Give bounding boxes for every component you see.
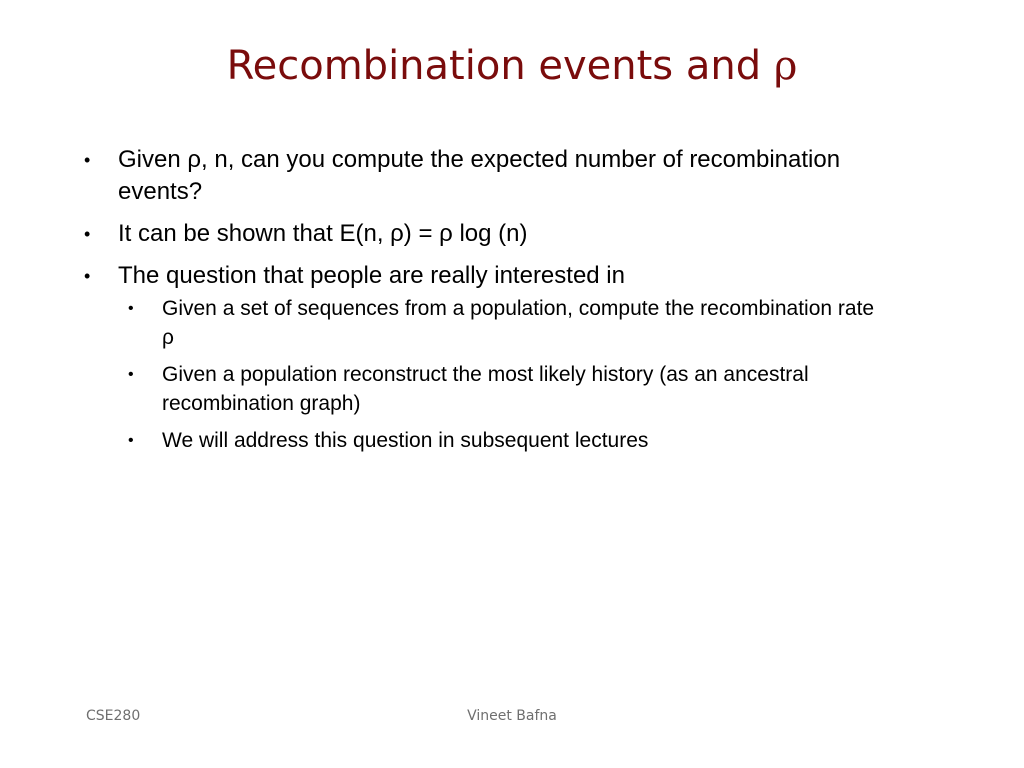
bullet-text: It can be shown that E(n, ρ) = ρ log (n) (118, 220, 528, 247)
sub-bullet-item (118, 360, 876, 418)
slide-title-text: Recombination events and (226, 43, 774, 89)
bullet-list (76, 144, 876, 465)
sub-bullet-text: We will address this question in subsequent lectures (162, 429, 649, 452)
sub-bullet-list (118, 294, 876, 455)
bullet-dot: • (84, 266, 91, 286)
bullet-text: The question that people are really interested in (118, 262, 625, 289)
bullet-dot: • (84, 150, 91, 170)
footer-course: CSE280 (86, 708, 141, 724)
bullet-dot: • (84, 224, 91, 244)
slide-title (0, 38, 1024, 94)
sub-bullet-text: Given a population reconstruct the most likely history (as an ancestral recombination graph) (162, 363, 809, 415)
sub-bullet-text: Given a set of sequences from a population, compute the recombination rate ρ (162, 297, 875, 349)
bullet-item (76, 218, 876, 250)
sub-bullet-dot: • (128, 300, 134, 317)
sub-bullet-item (118, 294, 876, 352)
sub-bullet-item (118, 426, 876, 455)
bullet-item (76, 144, 876, 208)
slide-title-rho: ρ (773, 43, 798, 89)
bullet-item (76, 260, 876, 455)
sub-bullet-dot: • (128, 432, 134, 449)
footer-author: Vineet Bafna (467, 708, 557, 724)
sub-bullet-dot: • (128, 366, 134, 383)
bullet-text: Given ρ, n, can you compute the expected number of recombination events? (118, 146, 841, 205)
